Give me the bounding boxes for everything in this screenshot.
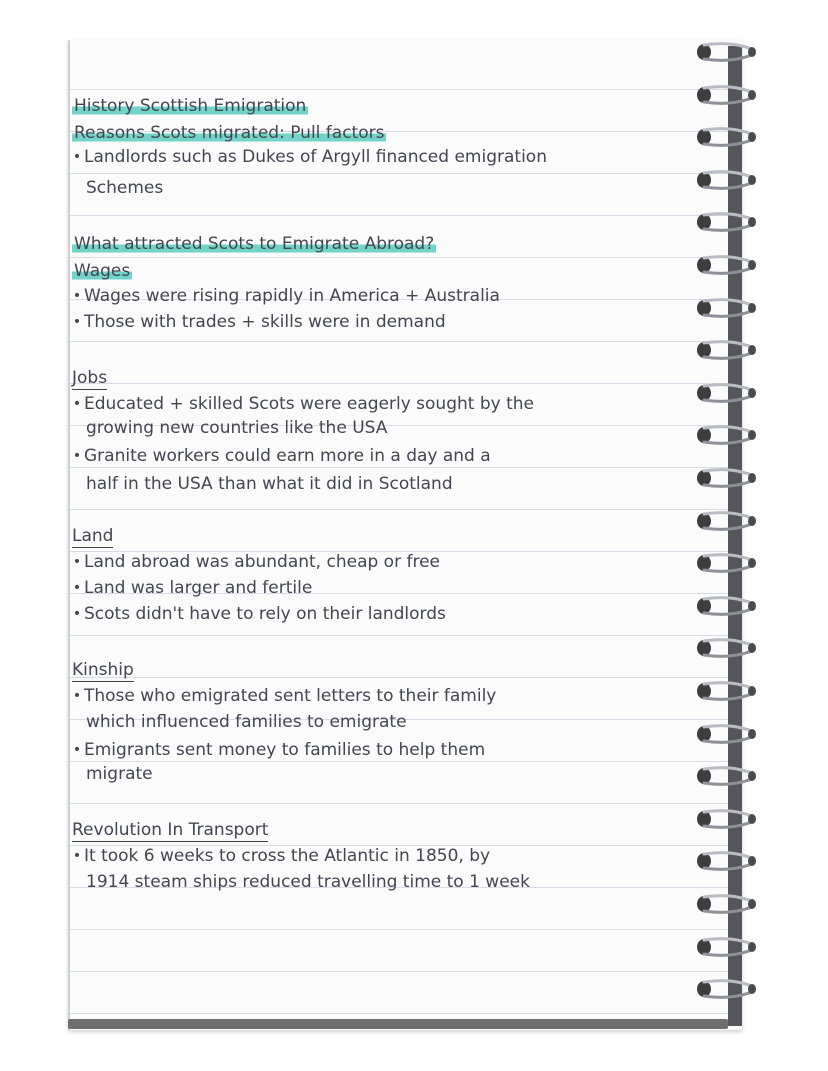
heading-kinship: Kinship — [72, 660, 134, 680]
bullet-icon: • — [72, 606, 82, 622]
section-heading — [72, 368, 107, 388]
coil-ring-icon — [694, 977, 758, 1001]
list-item — [72, 446, 491, 466]
list-item — [72, 312, 446, 332]
list-item-continuation — [72, 474, 453, 494]
item-text: Land was larger and fertile — [84, 578, 313, 598]
coil-ring-icon — [694, 892, 758, 916]
item-text: Those who emigrated sent letters to their family — [84, 686, 497, 706]
item-text: migrate — [86, 764, 153, 784]
coil-ring-icon — [694, 466, 758, 490]
heading-attracted: What attracted Scots to Emigrate Abroad? — [74, 234, 435, 254]
bullet-icon: • — [72, 848, 82, 864]
heading-pull-factors: Reasons Scots migrated: Pull factors — [74, 123, 385, 143]
list-item — [72, 552, 440, 572]
section-heading — [72, 526, 113, 546]
item-text: 1914 steam ships reduced travelling time to 1 week — [86, 872, 530, 892]
coil-ring-icon — [694, 168, 758, 192]
list-item — [72, 846, 490, 866]
list-item — [72, 578, 312, 598]
list-item — [72, 740, 485, 760]
coil-ring-icon — [694, 40, 758, 64]
bullet-icon: • — [72, 396, 82, 412]
item-text: Those with trades + skills were in demand — [84, 312, 446, 332]
section-heading — [72, 123, 386, 143]
item-text: Landlords such as Dukes of Argyll financed emigration — [84, 147, 547, 167]
bullet-icon: • — [72, 580, 82, 596]
list-item — [72, 286, 500, 306]
notebook-spine — [728, 46, 742, 1026]
coil-ring-icon — [694, 594, 758, 618]
coil-ring-icon — [694, 636, 758, 660]
page-title — [72, 96, 308, 116]
bullet-icon: • — [72, 448, 82, 464]
item-text: Emigrants sent money to families to help them — [84, 740, 486, 760]
title-text: History Scottish Emigration — [74, 96, 307, 116]
subheading-wages: Wages — [74, 261, 131, 281]
item-text: Land abroad was abundant, cheap or free — [84, 552, 440, 572]
bullet-icon: • — [72, 742, 82, 758]
item-text: Schemes — [86, 178, 164, 198]
subheading — [72, 261, 132, 281]
item-text: Educated + skilled Scots were eagerly sought by the — [84, 394, 534, 414]
section-heading — [72, 820, 268, 840]
coil-ring-icon — [694, 381, 758, 405]
bullet-icon: • — [72, 149, 82, 165]
item-text: which influenced families to emigrate — [86, 712, 407, 732]
list-item — [72, 686, 496, 706]
list-item — [72, 604, 446, 624]
list-item — [72, 394, 534, 414]
coil-ring-icon — [694, 849, 758, 873]
item-text: half in the USA than what it did in Scotland — [86, 474, 453, 494]
heading-jobs: Jobs — [72, 368, 108, 388]
coil-ring-icon — [694, 807, 758, 831]
item-text: Scots didn't have to rely on their landlords — [84, 604, 446, 624]
item-text: growing new countries like the USA — [86, 418, 388, 438]
coil-ring-icon — [694, 296, 758, 320]
list-item-continuation — [72, 178, 163, 198]
coil-ring-icon — [694, 551, 758, 575]
coil-ring-icon — [694, 125, 758, 149]
page-bottom-edge — [68, 1019, 728, 1029]
item-text: Granite workers could earn more in a day and a — [84, 446, 491, 466]
coil-ring-icon — [694, 935, 758, 959]
bullet-icon: • — [72, 314, 82, 330]
coil-ring-icon — [694, 253, 758, 277]
list-item-continuation — [72, 764, 153, 784]
coil-ring-icon — [694, 338, 758, 362]
list-item-continuation — [72, 872, 530, 892]
coil-ring-icon — [694, 509, 758, 533]
bullet-icon: • — [72, 554, 82, 570]
heading-transport: Revolution In Transport — [72, 820, 269, 840]
coil-ring-icon — [694, 423, 758, 447]
coil-ring-icon — [694, 679, 758, 703]
coil-ring-icon — [694, 83, 758, 107]
heading-land: Land — [72, 526, 114, 546]
coil-ring-icon — [694, 210, 758, 234]
bullet-icon: • — [72, 688, 82, 704]
coil-ring-icon — [694, 722, 758, 746]
section-heading — [72, 234, 436, 254]
section-heading — [72, 660, 134, 680]
list-item — [72, 147, 547, 167]
item-text: It took 6 weeks to cross the Atlantic in 1850, by — [84, 846, 491, 866]
list-item-continuation — [72, 712, 407, 732]
coil-ring-icon — [694, 764, 758, 788]
list-item-continuation — [72, 418, 387, 438]
bullet-icon: • — [72, 288, 82, 304]
item-text: Wages were rising rapidly in America + Australia — [84, 286, 500, 306]
